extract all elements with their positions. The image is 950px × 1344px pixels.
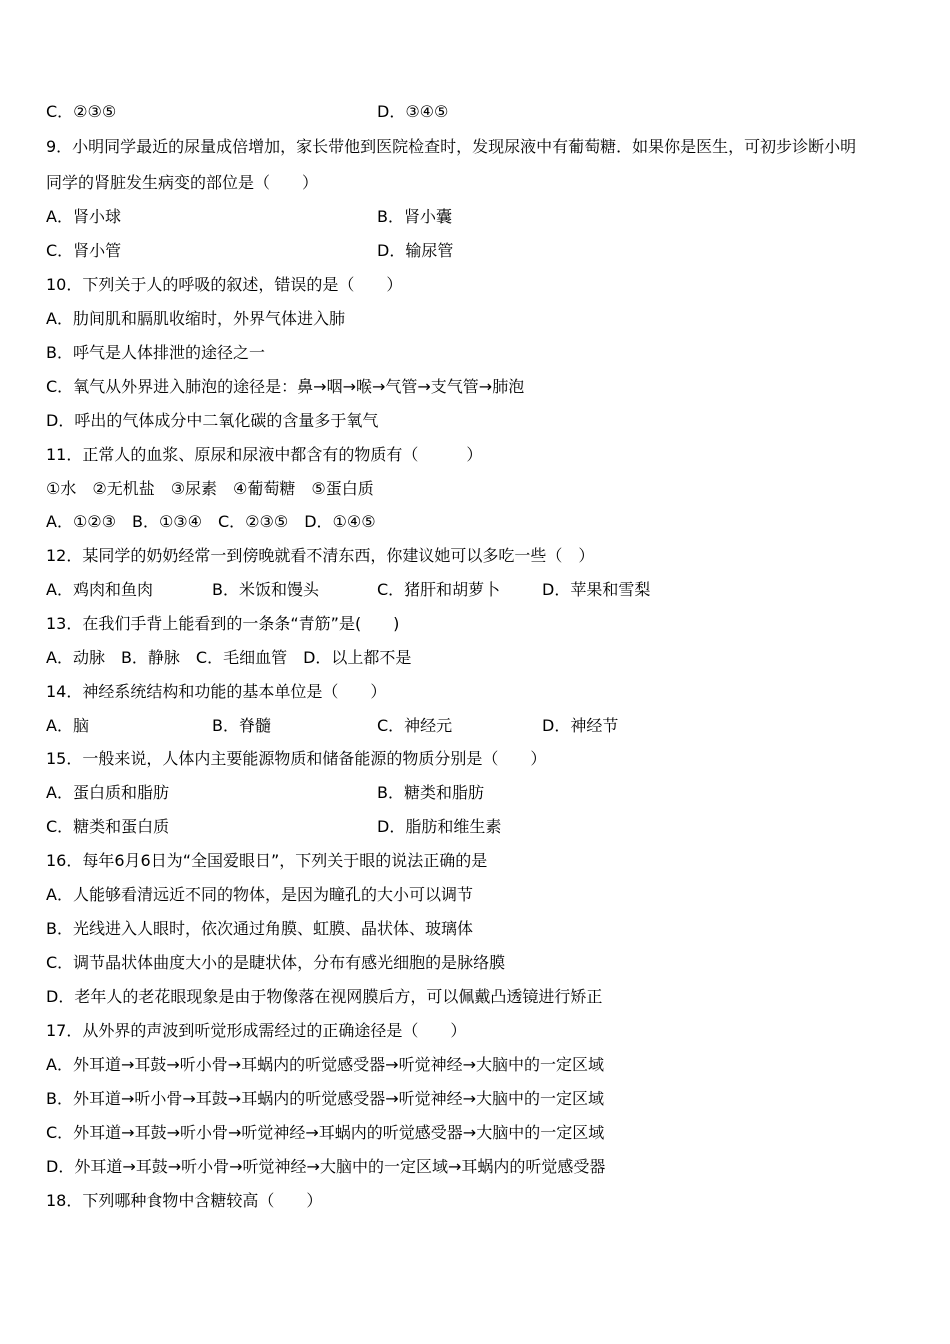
question-18-stem: 18．下列哪种食物中含糖较高（ ） [46,1191,323,1210]
q13-options: A．动脉 B．静脉 C．毛细血管 D．以上都不是 [46,648,412,667]
q12-options-row [46,580,910,600]
q10-option-b: B．呼气是人体排泄的途径之一 [46,343,265,362]
option-b: B．脊髓 [212,716,271,735]
q9-options-row-1 [46,207,910,227]
q17-option-a: A．外耳道→耳鼓→听小骨→耳蜗内的听觉感受器→听觉神经→大脑中的一定区域 [46,1055,604,1074]
option-d: D．脂肪和维生素 [377,817,502,836]
q11-options: A．①②③ B．①③④ C．②③⑤ D．①④⑤ [46,512,376,531]
question-12-stem: 12．某同学的奶奶经常一到傍晚就看不清东西，你建议她可以多吃一些（ ） [46,546,595,565]
q10-option-a: A．肋间肌和膈肌收缩时，外界气体进入肺 [46,309,345,328]
option-d: D．输尿管 [377,241,454,260]
q16-option-b: B．光线进入人眼时，依次通过角膜、虹膜、晶状体、玻璃体 [46,919,473,938]
option-c: C．②③⑤ [46,102,117,121]
option-b: B．糖类和脂肪 [377,783,484,802]
option-c: C．猪肝和胡萝卜 [377,580,501,599]
option-d: D．苹果和雪梨 [542,580,651,599]
option-a: A．鸡肉和鱼肉 [46,580,153,599]
q16-option-c: C．调节晶状体曲度大小的是睫状体，分布有感光细胞的是脉络膜 [46,953,506,972]
q16-option-a: A．人能够看清远近不同的物体，是因为瞳孔的大小可以调节 [46,885,473,904]
question-9-stem: 9．小明同学最近的尿量成倍增加，家长带他到医院检查时，发现尿液中有葡萄糖．如果你是医生，可初步诊断小明 [46,137,857,156]
q17-option-d: D．外耳道→耳鼓→听小骨→听觉神经→大脑中的一定区域→耳蜗内的听觉感受器 [46,1157,606,1176]
option-d: D．神经节 [542,716,619,735]
question-15-stem: 15．一般来说，人体内主要能源物质和储备能源的物质分别是（ ） [46,749,547,768]
option-b: B．肾小囊 [377,207,452,226]
option-a: A．肾小球 [46,207,121,226]
q17-option-b: B．外耳道→听小骨→耳鼓→耳蜗内的听觉感受器→听觉神经→大脑中的一定区域 [46,1089,605,1108]
q16-option-d: D．老年人的老花眼现象是由于物像落在视网膜后方，可以佩戴凸透镜进行矫正 [46,987,603,1006]
question-14-stem: 14．神经系统结构和功能的基本单位是（ ） [46,682,387,701]
option-a: A．蛋白质和脂肪 [46,783,169,802]
question-16-stem: 16．每年6月6日为“全国爱眼日”，下列关于眼的说法正确的是 [46,851,488,870]
option-c: C．肾小管 [46,241,122,260]
question-17-stem: 17．从外界的声波到听觉形成需经过的正确途径是（ ） [46,1021,467,1040]
option-d: D．③④⑤ [377,102,449,121]
q14-options-row [46,716,910,736]
q15-options-row-1 [46,783,910,803]
q11-substances: ①水 ②无机盐 ③尿素 ④葡萄糖 ⑤蛋白质 [46,479,374,498]
question-10-stem: 10．下列关于人的呼吸的叙述，错误的是（ ） [46,275,403,294]
question-11-stem: 11．正常人的血浆、原尿和尿液中都含有的物质有（ ） [46,445,483,464]
option-c: C．糖类和蛋白质 [46,817,170,836]
option-a: A．脑 [46,716,89,735]
option-b: B．米饭和馒头 [212,580,319,599]
option-c: C．神经元 [377,716,453,735]
question-9-stem-cont: 同学的肾脏发生病变的部位是（ ） [46,173,319,192]
q15-options-row-2 [46,817,910,837]
q9-options-row-2 [46,241,910,261]
question-13-stem: 13．在我们手背上能看到的一条条“青筋”是( ) [46,614,400,633]
q8-options-row [46,102,910,122]
q10-option-c: C．氧气从外界进入肺泡的途径是：鼻→咽→喉→气管→支气管→肺泡 [46,377,525,396]
q10-option-d: D．呼出的气体成分中二氧化碳的含量多于氧气 [46,411,379,430]
q17-option-c: C．外耳道→耳鼓→听小骨→听觉神经→耳蜗内的听觉感受器→大脑中的一定区域 [46,1123,605,1142]
